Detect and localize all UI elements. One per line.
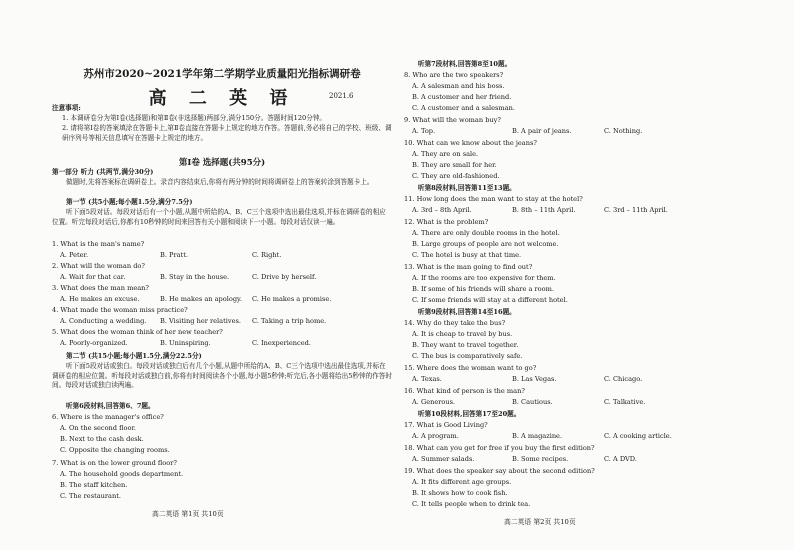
sec2-heading: 第二节 (共15小题;每小题1.5分,满分22.5分) [66, 352, 202, 360]
option: C. Opposite the changing rooms. [60, 446, 170, 454]
material-8-heading: 听第8段材料,回答第11至13题。 [418, 184, 516, 192]
part1-heading: 第一部分 听力 (共两节,满分30分) [52, 168, 154, 176]
exam-date: 2021.6 [329, 92, 354, 100]
option: B. Cautious. [512, 398, 553, 406]
notice-item-2: 2. 请将第Ⅰ卷的答案填涂在答题卡上,第Ⅱ卷直接在答题卡上规定的地方作答。答题前,务必将自己的学校、班级、调研序列号等相关信息填写在答题卡上规定的地方。 [62, 124, 392, 142]
option: C. A DVD. [604, 455, 637, 463]
option: B. They are small for her. [412, 161, 497, 169]
option: C. A cooking article. [604, 432, 672, 440]
question-2: 2. What will the woman do? [52, 262, 145, 270]
option: A. If the rooms are too expensive for them. [412, 274, 556, 282]
question-15: 15. Where does the woman want to go? [404, 364, 537, 372]
option: C. He makes a promise. [252, 295, 332, 303]
question-7: 7. What is on the lower ground floor? [52, 459, 177, 467]
section-1-heading: 第Ⅰ卷 选择题(共95分) [178, 158, 266, 168]
option: A. Poorly-organized. [60, 339, 128, 347]
option: A. Generous. [412, 398, 456, 406]
question-8: 8. Who are the two speakers? [404, 71, 504, 79]
option: C. Talkative. [604, 398, 646, 406]
option: C. Drive by herself. [252, 273, 317, 281]
question-3: 3. What does the man mean? [52, 284, 149, 292]
option: A. Summer salads. [412, 455, 475, 463]
option: C. Right. [252, 251, 282, 259]
option: A. Peter. [60, 251, 89, 259]
option: B. He makes an apology. [160, 295, 242, 303]
option: B. If some of his friends will share a room. [412, 285, 554, 293]
notice-item-1: 1. 本调研卷分为第Ⅰ卷(选择题)和第Ⅱ卷(非选择题)两部分,满分150分。答题时间120分钟。 [62, 114, 327, 122]
option: A. It is cheap to travel by bus. [412, 330, 513, 338]
option: A. Conducting a wedding. [60, 317, 147, 325]
material-9-heading: 听第9段材料,回答第14至16题。 [418, 308, 516, 316]
question-18: 18. What can you get for free if you buy the first edition? [404, 444, 595, 452]
option: B. Las Vegas. [512, 375, 557, 383]
option: A. 3rd – 8th April. [412, 206, 472, 214]
page-footer-right: 高二英语 第2页 共10页 [504, 518, 576, 526]
option: A. There are only double rooms in the hotel. [412, 229, 560, 237]
option: A. Top. [412, 127, 436, 135]
option: B. It shows how to cook fish. [412, 489, 508, 497]
material-6-heading: 听第6段材料,回答第6、7题。 [66, 402, 155, 410]
question-6: 6. Where is the manager's office? [52, 413, 164, 421]
question-9: 9. What will the woman buy? [404, 116, 501, 124]
option: C. 3rd – 11th April. [604, 206, 668, 214]
option: A. A salesman and his boss. [412, 82, 505, 90]
option: C. The bus is comparatively safe. [412, 352, 523, 360]
right-page [404, 0, 744, 550]
option: B. A magazine. [512, 432, 563, 440]
sec2-intro: 听下面5段对话或独白。每段对话或独白后有几个小题,从题中所给的A、B、C三个选项中选出最佳选项,并标在调研卷的相应位置。听每段对话或独白前,你将有时间阅读各个小题,每小题5秒钟;听完后,各小题将给出5秒钟的作答时间。每段对话或独白读两遍。 [52, 362, 392, 389]
question-11: 11. How long does the man want to stay at the hotel? [404, 195, 583, 203]
question-13: 13. What is the man going to find out? [404, 263, 533, 271]
option: C. A customer and a salesman. [412, 104, 515, 112]
option: B. Pratt. [160, 251, 188, 259]
option: C. They are old-fashioned. [412, 172, 500, 180]
option: B. Uninspiring. [160, 339, 211, 347]
question-1: 1. What is the man's name? [52, 240, 145, 248]
subject-title: 高 二 英 语 [148, 88, 296, 109]
part1-intro: 做题时,先将答案标在调研卷上。录音内容结束后,你将有两分钟的时间将调研卷上的答案转涂到答题卡上。 [66, 178, 374, 186]
option: B. 8th – 11th April. [512, 206, 576, 214]
left-page [52, 0, 392, 550]
option: C. The restaurant. [60, 492, 121, 500]
page-footer-left: 高二英语 第1页 共10页 [152, 510, 224, 518]
sec1-intro: 听下面5段对话。每段对话后有一个小题,从题中所给的A、B、C三个选项中选出最佳选项,并标在调研卷的相应位置。听完每段对话后,你都有10秒钟的时间来回答有关小题和阅读下一小题。每段对话仅读一遍。 [52, 208, 386, 226]
material-7-heading: 听第7段材料,回答第8至10题。 [418, 60, 512, 68]
option: B. Visiting her relatives. [160, 317, 241, 325]
option: C. Inexperienced. [252, 339, 311, 347]
option: B. Next to the cash desk. [60, 435, 144, 443]
option: A. They are on sale. [412, 150, 479, 158]
option: B. A pair of jeans. [512, 127, 572, 135]
option: B. A customer and her friend. [412, 93, 512, 101]
exam-title: 苏州市2020~2021学年第二学期学业质量阳光指标调研卷 [83, 68, 361, 80]
option: C. Taking a trip home. [252, 317, 327, 325]
option: C. Nothing. [604, 127, 643, 135]
option: A. He makes an excuse. [60, 295, 140, 303]
option: A. A program. [412, 432, 459, 440]
option: B. Large groups of people are not welcome. [412, 240, 559, 248]
material-10-heading: 听第10段材料,回答第17至20题。 [418, 410, 521, 418]
option: A. Texas. [412, 375, 442, 383]
option: C. If some friends will stay at a different hotel. [412, 296, 568, 304]
option: A. Wait for that car. [60, 273, 126, 281]
option: A. On the second floor. [60, 424, 136, 432]
option: C. The hotel is busy at that time. [412, 251, 522, 259]
option: B. Some recipes. [512, 455, 569, 463]
question-5: 5. What does the woman think of her new teacher? [52, 328, 223, 336]
option: C. Chicago. [604, 375, 643, 383]
option: B. The staff kitchen. [60, 481, 128, 489]
question-10: 10. What can we know about the jeans? [404, 139, 537, 147]
option: A. It fits different age groups. [412, 478, 512, 486]
option: C. It tells people when to drink tea. [412, 500, 531, 508]
question-12: 12. What is the problem? [404, 218, 489, 226]
question-4: 4. What made the woman miss practice? [52, 306, 188, 314]
question-16: 16. What kind of person is the man? [404, 387, 525, 395]
option: B. Stay in the house. [160, 273, 230, 281]
question-19: 19. What does the speaker say about the second edition? [404, 467, 595, 475]
option: B. They want to travel together. [412, 341, 519, 349]
option: A. The household goods department. [60, 470, 184, 478]
notice-heading: 注意事项: [52, 104, 81, 112]
sec1-heading: 第一节 (共5小题;每小题1.5分,满分7.5分) [66, 198, 193, 206]
question-17: 17. What is Good Living? [404, 421, 488, 429]
question-14: 14. Why do they take the bus? [404, 319, 506, 327]
